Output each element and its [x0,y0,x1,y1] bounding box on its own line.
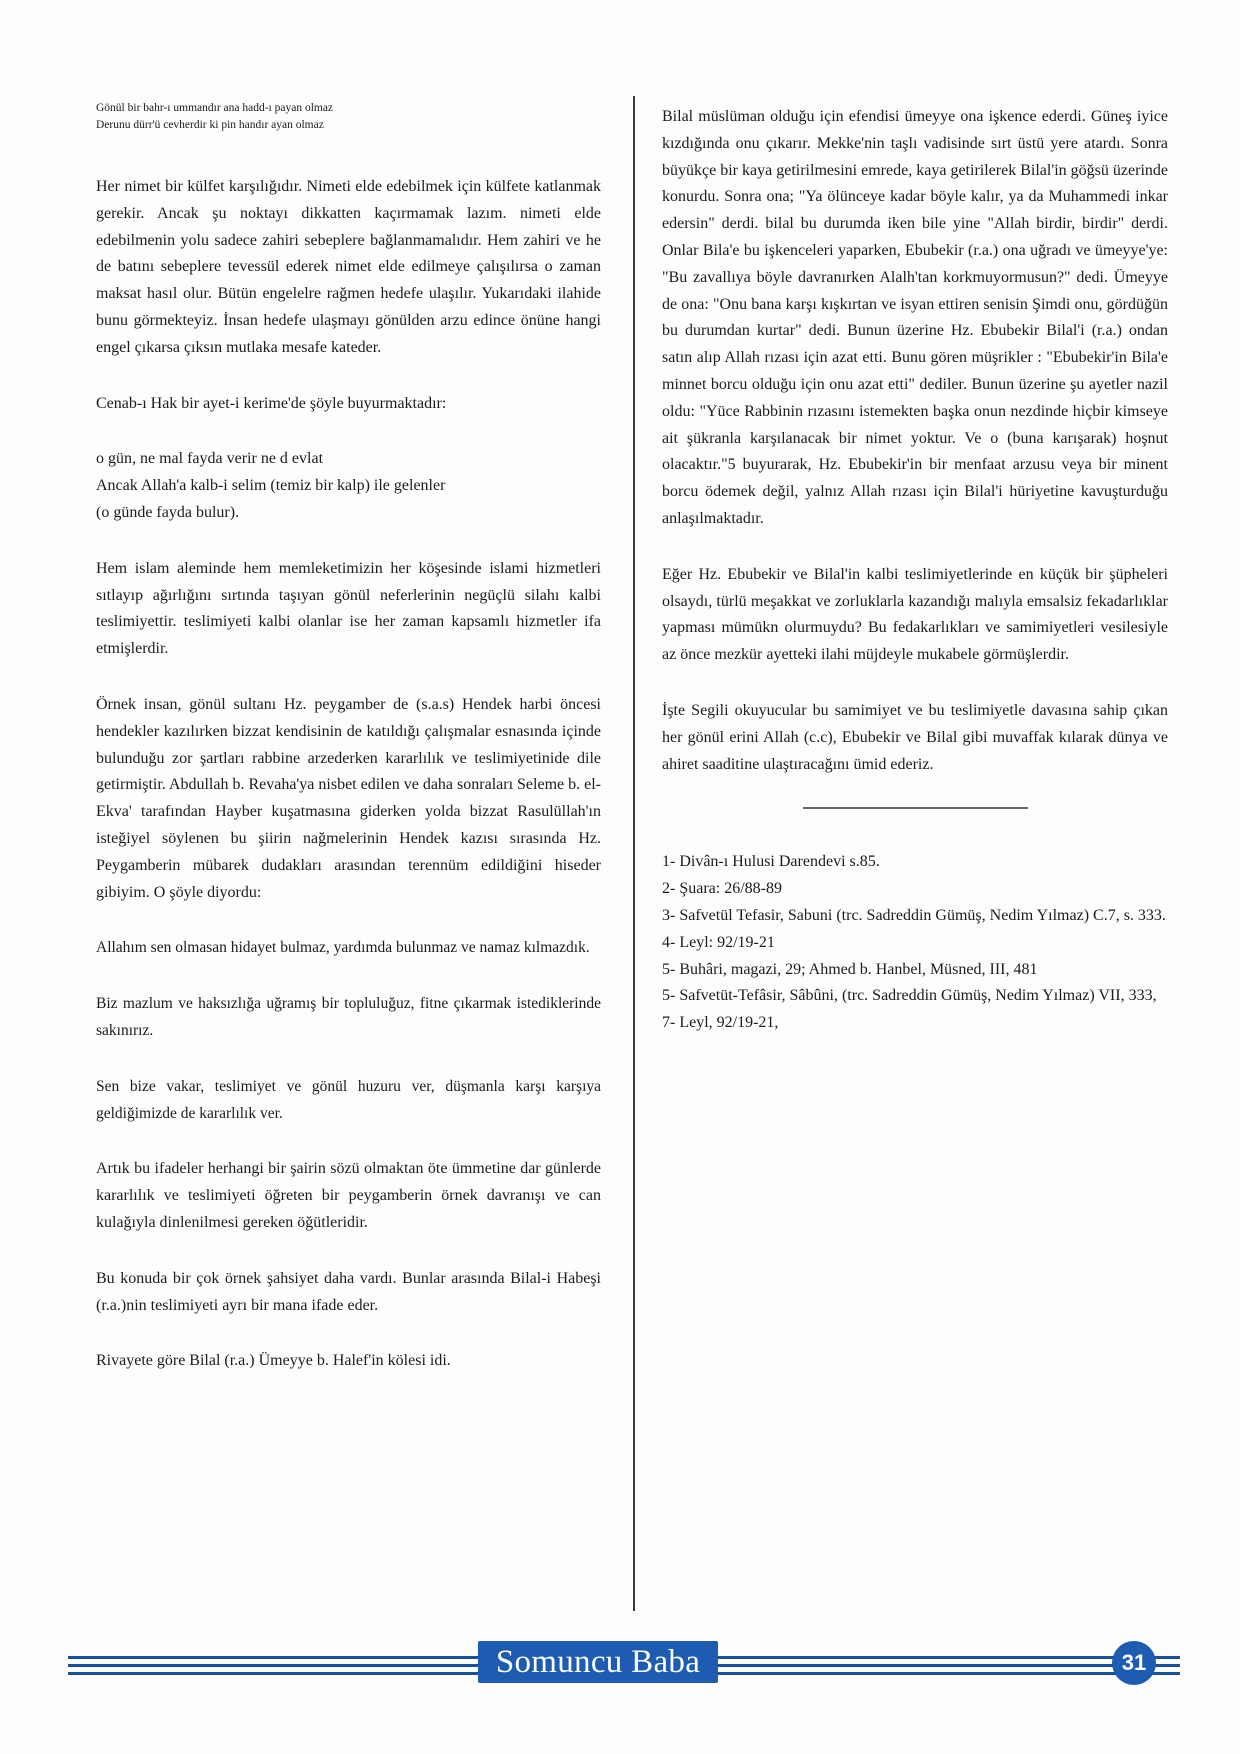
paragraph: Bilal müslüman olduğu için efendisi ümeyye ona işkence ederdi. Güneş iyice kızdığında onu çıkarır. Mekke'nin taşlı vadisinde sırt üstü yere atardı. Sonra büyükçe bir kaya getirilmesini emrede, kaya getirilerek Bilal'in göğsü üzerinde konurdu. Sonra ona; "Ya ölünceye kadar böyle kalır, ya da Muhammedi inkar edersin" derdi. bilal bu durumda iken bile yine "Allah birdir, birdir" derdi. Onlar Bila'e bu işkenceleri yaparken, Ebubekir (r.a.) ona uğradı ve ümeyye'ye: "Bu zavallıya böyle davranırken Alalh'tan korkmuyormusun?" dedi. Ümeyye de ona: "Onu bana karşı kışkırtan ve isyan ettiren senisin Şimdi onu, gördüğün bu durumdan kurtar" dedi. Bunun üzerine Hz. Ebubekir Bilal'i (r.a.) ondan satın alıp Allah rızası için azat etti. Bunu gören müşrikler : "Ebubekir'in Bila'e minnet borcu olduğu için onu azat etti" dediler. Bunun üzerine şu ayetler nazil oldu: "Yüce Rabbinin rızasını istemekten başka onun nezdinde hiçbir kimseye ait şükranla karşılanacak bir nimet yoktur. Ve o (buna karışarak) hoşnut olacaktır."5 buyurarak, Hz. Ebubekir'in bir menfaat arzusu veya bir minent borcu ödemek değil, yalnız Allah rızası için Bilal'i hüriyetine kavuşturduğu anlaşılmaktadır. [662,108,1168,527]
poem-line: Sen bize vakar, teslimiyet ve gönül huzuru ver, düşmanla karşı karşıya geldiğimizde de kararlılık ver. [96,1077,601,1122]
page-number: 31 [1112,1641,1156,1685]
paragraph: İşte Segili okuyucular bu samimiyet ve bu teslimiyetle davasına sahip çıkan her gönül erini Allah (c.c), Ebubekir ve Bilal gibi muvaffak kılarak dünya ve ahiret saaditine ulaştıracağını ümid ederiz. [662,701,1168,773]
quote-line: Ancak Allah'a kalb-i selim (temiz bir kalp) ile gelenler [96,477,446,495]
verse-line: Derunu dürr'ü cevherdir ki pin handır ayan olmaz [96,119,324,131]
footnote: 4- Leyl: 92/19-21 [662,933,775,951]
paragraph: Eğer Hz. Ebubekir ve Bilal'in kalbi teslimiyetlerinde en küçük bir şüpheleri olsaydı, türlü meşakkat ve zorluklarla kazandığı malıyla emsalsiz fekadarlıklar yapması mümükn olurmuydu? Bu fedakarlıkları ve samimiyetleri vesilesiyle az önce mezkür ayetteki ilahi müjdeyle mukabele görmüşlerdir. [662,565,1168,664]
footnote-separator [803,807,1028,809]
footnote: 5- Buhâri, magazi, 29; Ahmed b. Hanbel, Müsned, III, 481 [662,960,1038,978]
footnote: 7- Leyl, 92/19-21, [662,1014,779,1032]
magazine-brand: Somuncu Baba [478,1641,718,1683]
quote-line: (o günde fayda bulur). [96,503,240,521]
poem-line: Biz mazlum ve haksızlığa uğramış bir topluluğuz, fitne çıkarmak istediklerinde sakınırız. [96,995,601,1039]
ayet-quote [96,446,601,526]
left-column [96,100,601,1404]
footnote: 1- Divân-ı Hulusi Darendevi s.85. [662,853,880,871]
opening-verse [96,100,601,134]
paragraph: Örnek insan, gönül sultanı Hz. peygamber de (s.a.s) Hendek harbi öncesi hendekler kazılırken bizzat kendisinin de katıldığı çalışmalar esnasında içinde bulunduğu zor şartları rabbine arzederken kararlılık ve teslimiyetinide dile getirmiştir. Abdullah b. Revaha'ya nisbet edilen ve daha sonraları Seleme b. el-Ekva' tarafından Hayber kuşatmasına giderken yolda bizzat Rasulüllah'ın isteğiyel söylenen bu şiirin nağmelerinin Hendek kazısı sırasında Hz. Peygamberin mübarek dudakları arasından terennüm edildiğini hiseder gibiyim. O şöyle diyordu: [96,695,601,901]
footnote: 2- Şuara: 26/88-89 [662,880,782,898]
right-column [662,104,1168,1037]
footnote: 3- Safvetül Tefasir, Sabuni (trc. Sadreddin Gümüş, Nedim Yılmaz) C.7, s. 333. [662,906,1166,924]
quote-line: o gün, ne mal fayda verir ne d evlat [96,450,324,468]
verse-line: Gönül bir bahr-ı ummandır ana hadd-ı payan olmaz [96,102,334,114]
paragraph: Rivayete göre Bilal (r.a.) Ümeyye b. Halef'in kölesi idi. [96,1352,451,1370]
paragraph: Bu konuda bir çok örnek şahsiyet daha vardı. Bunlar arasında Bilal-i Habeşi (r.a.)nin teslimiyeti ayrı bir mana ifade eder. [96,1269,601,1314]
footnote: 5- Safvetüt-Tefâsir, Sâbûni, (trc. Sadreddin Gümüş, Nedim Yılmaz) VII, 333, [662,987,1157,1005]
paragraph: Artık bu ifadeler herhangi bir şairin sözü olmaktan öte ümmetine dar günlerde kararlılık ve teslimiyeti öğreten bir peygamberin örnek davranışı ve can kulağıyla dinlenilmesi gereken öğütleridir. [96,1160,601,1231]
column-divider [633,96,635,1611]
paragraph: Hem islam aleminde hem memleketimizin her köşesinde islami hizmetleri sıtlayıp ağırlığını sırtında taşıyan gönül neferlerinin negüçlü silahı kalbi teslimiyettir. teslimiyeti kalbi olanlar ise her zaman kapsamlı hizmetler ifa etmişlerdir. [96,559,601,658]
poem-line: Allahım sen olmasan hidayet bulmaz, yardımda bulunmaz ve namaz kılmazdık. [96,939,590,957]
paragraph: Her nimet bir külfet karşılığıdır. Nimeti elde edebilmek için külfete katlanmak gerekir. Ancak şu noktayı dikkatten kaçırmamak lazım. nimeti elde edebilmenin yolu sadece zahiri sebeplere bağlanmamalıdır. Hem zahiri ve he de batını sebeplere tevessül ederek nimet elde edilmeye çalışılırsa o zaman maksat hasıl olur. Bütün engelelre rağmen hedefe ulaşılır. Yukarıdaki ilahide bunu görmekteyiz. İnsan hedefe ulaşmayı gönülden arzu edince önüne hangi engel çıkarsa çıksın mutlaka mesafe kateder. [96,178,601,356]
footnotes [662,849,1168,1037]
paragraph: Cenab-ı Hak bir ayet-i kerime'de şöyle buyurmaktadır: [96,394,447,412]
